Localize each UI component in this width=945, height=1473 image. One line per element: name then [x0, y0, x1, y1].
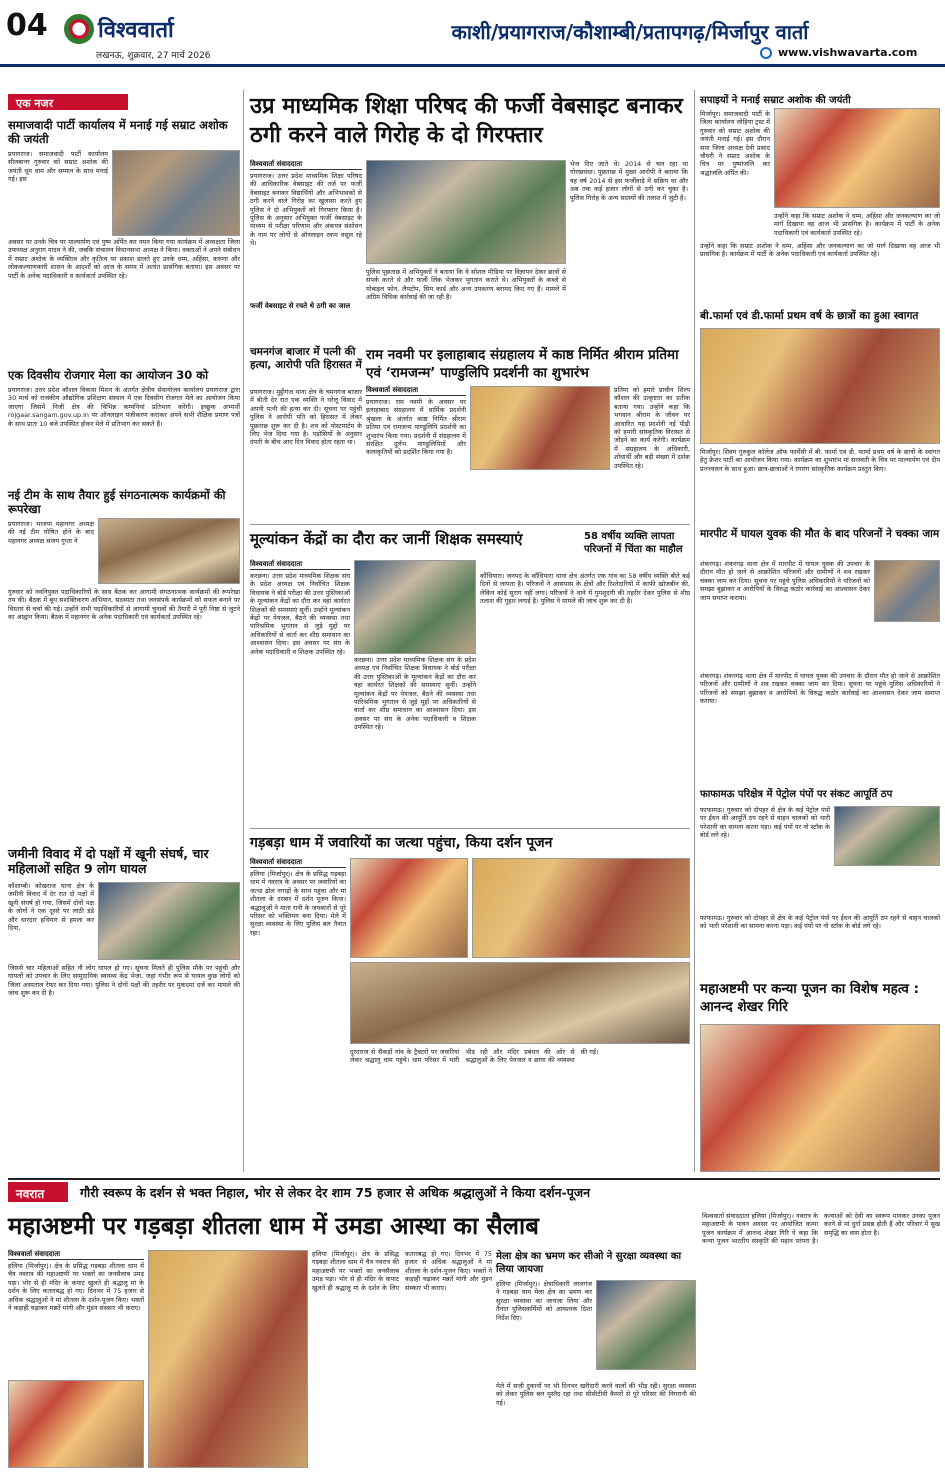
story-photo: [112, 150, 240, 236]
page-number: 04: [6, 8, 48, 43]
lead-body: पुलिस पूछताछ में अभियुक्तों ने बताया कि वे सोशल मीडिया पर विज्ञापन देकर छात्रों से संपर्क करते थे और फर्जी लिंक भेजकर भुगतान कराते थे। अभियुक्तों के कब्जे से मोबाइल फोन, लैपटॉप, सिम कार्ड और अन्य उपकरण बरामद किए गए हैं। मामले में अग्रिम विधिक कार्रवाई की जा रही है।: [366, 268, 566, 302]
byline: विश्ववार्ता संवाददाता: [8, 1250, 144, 1260]
story-body: दूरदराज से सैकड़ों गांव के ट्रैक्टरों पर जवारियां लेकर श्रद्धालु धाम पहुंचे। धाम परिसर में भारी भीड़ रही और मंदिर प्रबंधन की ओर से श्रद्धालुओं के लिए पेयजल व छाया की व्यवस्था की गई।: [350, 1048, 599, 1065]
story-photo: [98, 882, 240, 960]
story-photo: [834, 806, 940, 866]
strapline: गौरी स्वरूप के दर्शन से भक्त निहाल, भोर से लेकर देर शाम 75 हजार से अधिक श्रद्धालुओं ने किया दर्शन-पूजन: [80, 1185, 591, 1200]
story-photo: [596, 1280, 696, 1370]
story-headline: बी.फार्मा एवं डी.फार्मा प्रथम वर्ष के छात्रों का हुआ स्वागत: [700, 310, 919, 322]
story-headline: मारपीट में घायल युवक की मौत के बाद परिजनों ने चक्का जाम: [700, 528, 940, 540]
story-body: हलिया (मिर्जापुर)। क्षेत्र के प्रसिद्ध गड़बड़ा धाम में नवरात्र के अवसर पर जवारियों का जत्था ढोल नगाड़ों के साथ पहुंचा और मां शीतला के दरबार में दर्शन पूजन किया। श्रद्धालुओं ने माता रानी के जयकारों से पूरे परिसर को भक्तिमय बना दिया। मेले में सुरक्षा व्यवस्था के लिए पुलिस बल तैनात रहा।: [250, 870, 346, 937]
navratra-headline: महाअष्टमी पर गड़बड़ा शीतला धाम में उमडा आस्था का सैलाब: [8, 1212, 539, 1240]
portrait-photo: [874, 560, 940, 622]
story-body: शंकरगढ़। शंकरगढ़ थाना क्षेत्र में मारपीट में घायल युवक की उपचार के दौरान मौत हो जाने से आक्रोशित परिजनों और ग्रामीणों ने शव रखकर चक्का जाम कर दिया। सूचना पर पहुंचे पुलिस अधिकारियों ने परिजनों को समझा बुझाकर व आरोपियों के विरुद्ध कठोर कार्रवाई का आश्वासन देकर जाम समाप्त कराया।: [700, 672, 940, 706]
story-body: फाफामऊ। गुरुवार को दोपहर से क्षेत्र के कई पेट्रोल पंपों पर ईंधन की आपूर्ति ठप रहने से वाहन चालकों को भारी परेशानी का सामना करना पड़ा। कई पंपों पर नो स्टॉक के बोर्ड लगे रहे।: [700, 806, 830, 840]
byline: विश्ववार्ता संवाददाता: [250, 858, 346, 868]
masthead: [0, 0, 945, 66]
story-body: फाफामऊ। गुरुवार को दोपहर से क्षेत्र के कई पेट्रोल पंपों पर ईंधन की आपूर्ति ठप रहने से वाहन चालकों को भारी परेशानी का सामना करना पड़ा। कई पंपों पर नो स्टॉक के बोर्ड लगे रहे।: [700, 914, 940, 931]
globe-icon: [760, 47, 772, 59]
story-body: कौंधियारा। जनपद के कौंधियारा थाना क्षेत्र अंतर्गत एक गांव का 58 वर्षीय व्यक्ति बीते कई दिनों से लापता है। परिजनों ने आसपास के क्षेत्रों और रिश्तेदारियों में काफी खोजबीन की, लेकिन कोई सुराग नहीं लगा। परिजनों ने थाने में गुमशुदगी की तहरीर देकर पुलिस से शीघ्र तलाश की गुहार लगाई है। पुलिस ने मामले की जांच शुरू कर दी है।: [480, 572, 690, 606]
byline: विश्ववार्ता संवाददाता: [250, 560, 350, 570]
lead-photo: [366, 160, 566, 264]
story-body: करछना। उत्तर प्रदेश माध्यमिक शिक्षक संघ के प्रदेश अध्यक्ष एवं निर्वाचित शिक्षक विधायक ने बोर्ड परीक्षा की उत्तर पुस्तिकाओं के मूल्यांकन केंद्रों का दौरा कर वहां कार्यरत शिक्षकों की समस्याएं सुनीं। उन्होंने मूल्यांकन केंद्रों पर पेयजल, बैठने की व्यवस्था तथा पारिश्रमिक भुगतान से जुड़े मुद्दों पर अधिकारियों से वार्ता कर शीघ्र समाधान का आश्वासन दिया। इस अवसर पर संघ के अनेक पदाधिकारी व शिक्षक उपस्थित रहे।: [250, 572, 350, 656]
story-photo: [148, 1250, 308, 1468]
website-link[interactable]: www.vishwavarta.com: [778, 46, 918, 59]
story-body: गुरुवार को नवनियुक्त पदाधिकारियों के साथ बैठक कर आगामी संगठनात्मक कार्यक्रमों की रूपरेखा तय की। बैठक में बूथ सशक्तिकरण अभियान, सदस्यता तथा जनसंपर्क कार्यक्रमों को सफल बनाने पर विस्तार से चर्चा की गई। उन्होंने सभी पदाधिकारियों से आगामी चुनावों की तैयारी में पूरी निष्ठा से जुटने का आह्वान किया। बैठक में महानगर के अनेक पदाधिकारी एवं कार्यकर्ता उपस्थित रहे।: [8, 588, 240, 622]
section-tag: नवरात: [8, 1182, 68, 1202]
story-intro: कौशाम्बी। कोखराज थाना क्षेत्र के जमीनी विवाद में देर रात दो पक्षों में खूनी संघर्ष हो गया, जिसमें दोनों पक्ष के लोगों ने एक दूसरे पर लाठी डंडे और धारदार हथियार से हमला कर दिया,: [8, 882, 94, 933]
story-body: उन्होंने कहा कि सम्राट अशोक ने धम्म, अहिंसा और जनकल्याण का जो मार्ग दिखाया वह आज भी प्रासंगिक है। कार्यक्रम में पार्टी के अनेक पदाधिकारी एवं कार्यकर्ता उपस्थित रहे।: [774, 212, 940, 237]
story-photo: [700, 328, 940, 444]
story-headline: एक दिवसीय रोजगार मेला का आयोजन 30 को: [8, 368, 209, 382]
story-photo: [354, 560, 476, 654]
story-photo: [8, 1380, 144, 1468]
story-body: प्रतिमा को हमारे प्राचीन शिल्प कौशल की उत्कृष्टता का प्रतीक बताया गया। उन्होंने कहा कि भगवान श्रीराम के जीवन पर आधारित यह प्रदर्शनी नई पीढ़ी को हमारी सांस्कृतिक विरासत से जोड़ने का कार्य करेगी। कार्यक्रम में संग्रहालय के अधिकारी, शोधार्थी और बड़ी संख्या में दर्शक उपस्थित रहे।: [614, 386, 690, 470]
story-headline: मूल्यांकन केंद्रों का दौरा कर जानीं शिक्षक समस्याएं: [250, 530, 523, 548]
story-headline: राम नवमी पर इलाहाबाद संग्रहालय में काष्ठ निर्मित श्रीराम प्रतिमा एवं ‘रामजन्म’ पाण्डुलिपि प्रदर्शनी का शुभारंभ: [366, 347, 679, 381]
story-photo: [774, 108, 940, 208]
byline: विश्ववार्ता संवाददाता: [250, 160, 362, 170]
story-body: प्रयागराज। मुट्ठीगंज थाना क्षेत्र के चमनगंज बाजार में बीती देर रात एक व्यक्ति ने घरेलू विवाद में अपनी पत्नी की हत्या कर दी। सूचना पर पहुंची पुलिस ने आरोपी पति को हिरासत में लेकर पूछताछ शुरू कर दी है। शव को पोस्टमार्टम के लिए भेज दिया गया है। पड़ोसियों के अनुसार दंपती के बीच आए दिन विवाद होता रहता था।: [250, 388, 362, 447]
story-photo: [98, 518, 240, 584]
subhead: फर्जी वेबसाइट से रचते थे ठगी का जाल: [250, 302, 351, 310]
dateline: लखनऊ, शुक्रवार, 27 मार्च 2026: [96, 51, 211, 61]
story-headline: फाफामऊ परिक्षेत्र में पेट्रोल पंपों पर संकट आपूर्ति ठप: [700, 789, 893, 800]
story-intro: मिर्जापुर। समाजवादी पार्टी के जिला कार्यालय लोहिया ट्रस्ट में गुरुवार को सम्राट अशोक की जयंती मनाई गई। इस दौरान सपा जिला अध्यक्ष देवी प्रसाद चौधरी ने सम्राट अशोक के चित्र पर पुष्पांजलि कर श्रद्धांजलि अर्पित की।: [700, 110, 770, 177]
byline: विश्ववार्ता संवाददाता: [366, 386, 466, 396]
story-body: हलिया (मिर्जापुर)। क्षेत्र के प्रसिद्ध गड़बड़ा शीतला धाम में चैत्र नवरात्र की महाअष्टमी पर भक्तों का जनसैलाब उमड़ पड़ा। भोर से ही मंदिर के कपाट खुलते ही श्रद्धालु मां के दर्शन के लिए कतारबद्ध हो गए। दिनभर में 75 हजार से अधिक श्रद्धालुओं ने मां शीतला के दर्शन-पूजन किए। भक्तों ने कड़ाही चढ़ाकर मन्नतें मांगी और मुंडन संस्कार भी कराए।: [8, 1262, 144, 1313]
story-body: मेले में सजी दुकानों पर भी दिनभर खरीदारी करने वालों की भीड़ रही। सुरक्षा व्यवस्था को लेकर पुलिस बल मुस्तैद रहा तथा सीसीटीवी कैमरों से पूरे परिसर की निगरानी की गई।: [496, 1382, 696, 1407]
story-body: प्रयागराज। राम नवमी के अवसर पर इलाहाबाद संग्रहालय में धार्मिक प्रदर्शनी श्रृंखला के अंतर्गत काष्ठ निर्मित श्रीराम प्रतिमा एवं रामजन्म पाण्डुलिपि प्रदर्शनी का शुभारंभ किया गया। प्रदर्शनी में संग्रहालय में संरक्षित दुर्लभ पाण्डुलिपियों और कलाकृतियों को प्रदर्शित किया गया है।: [366, 398, 466, 457]
lead-text: प्रयागराज। उत्तर प्रदेश माध्यमिक शिक्षा परिषद की आधिकारिक वेबसाइट की तर्ज पर फर्जी वेबसाइट बनाकर विद्यार्थियों और अभिभावकों से ठगी करने वाले गिरोह का खुलासा करते हुए पुलिस ने दो अभियुक्तों को गिरफ्तार किया है। पुलिस के अनुसार अभियुक्त फर्जी वेबसाइट के माध्यम से परीक्षा परिणाम और अंकपत्र संशोधन के नाम पर लोगों से ऑनलाइन रकम वसूल रहे थे।: [250, 172, 362, 248]
story-headline: गड़बड़ा धाम में जवारियों का जत्था पहुंचा, किया दर्शन पूजन: [250, 835, 553, 851]
story-body: मिर्जापुर। शिवम गुरुकुल कॉलेज ऑफ फार्मेसी में बी. फार्मा एवं डी. फार्मा प्रथम वर्ष के छात्रों के स्वागत हेतु फ्रेशर पार्टी का आयोजन किया गया। कार्यक्रम का शुभारंभ मां सरस्वती के चित्र पर माल्यार्पण एवं दीप प्रज्ज्वलन के साथ हुआ। छात्र-छात्राओं ने रंगारंग सांस्कृतिक कार्यक्रम प्रस्तुत किए।: [700, 448, 940, 473]
story-body: हलिया (मिर्जापुर)। क्षेत्राधिकारी लालगंज ने गड़बड़ा धाम मेला क्षेत्र का भ्रमण कर सुरक्षा व्यवस्था का जायजा लिया और तैनात पुलिसकर्मियों को आवश्यक दिशा निर्देश दिए।: [496, 1280, 592, 1322]
story-headline: जमीनी विवाद में दो पक्षों में खूनी संघर्ष, चार महिलाओं सहित 9 लोग घायल: [8, 846, 209, 876]
section-tag: एक नजर: [8, 94, 128, 110]
story-headline: मेला क्षेत्र का भ्रमण कर सीओ ने सुरक्षा व्यवस्था का लिया जायजा: [496, 1251, 682, 1275]
story-body: हलिया (मिर्जापुर)। क्षेत्र के प्रसिद्ध गड़बड़ा शीतला धाम में चैत्र नवरात्र की महाअष्टमी पर भक्तों का जनसैलाब उमड़ पड़ा। भोर से ही मंदिर के कपाट खुलते ही श्रद्धालु मां के दर्शन के लिए कतारबद्ध हो गए। दिनभर में 75 हजार से अधिक श्रद्धालुओं ने मां शीतला के दर्शन-पूजन किए। भक्तों ने कड़ाही चढ़ाकर मन्नतें मांगी और मुंडन संस्कार भी कराए।: [312, 1250, 492, 1292]
story-photo: [350, 962, 690, 1044]
story-headline: सपाइयों ने मनाई सम्राट अशोक की जयंती: [700, 95, 851, 106]
story-photo: [700, 1024, 940, 1172]
story-body: प्रयागराज। उत्तर प्रदेश कौशल विकास मिशन के अंतर्गत क्षेत्रीय सेवायोजन कार्यालय प्रयागराज द्वारा 30 मार्च को राजकीय औद्योगिक प्रशिक्षण संस्थान में एक दिवसीय रोजगार मेले का आयोजन किया जाएगा जिसमें निजी क्षेत्र की विभिन्न कम्पनियां प्रतिभाग करेंगी। इच्छुक अभ्यर्थी rojgaar.sangam.gov.up.in पर ऑनलाइन पंजीकरण कराकर अपने सभी शैक्षिक प्रमाण पत्रों के साथ प्रातः 10 बजे उपस्थित होकर मेले में प्रतिभाग कर सकते हैं।: [8, 386, 240, 428]
story-body: जिससे चार महिलाओं सहित नौ लोग घायल हो गए। सूचना मिलते ही पुलिस मौके पर पहुंची और घायलों को उपचार के लिए सामुदायिक स्वास्थ्य केंद्र भेजा, जहां गंभीर रूप से घायल कुछ लोगों को जिला अस्पताल रेफर कर दिया गया। पुलिस ने दोनों पक्षों की तहरीर पर मुकदमा दर्ज कर मामले की जांच शुरू कर दी है।: [8, 964, 240, 998]
story-photo: [470, 386, 610, 470]
story-intro: प्रयागराज। भाजपा महानगर अध्यक्ष की नई टीम घोषित होने के बाद महानगर अध्यक्ष संजय गुप्ता ने: [8, 520, 94, 545]
story-body: शंकरगढ़। शंकरगढ़ थाना क्षेत्र में मारपीट में घायल युवक की उपचार के दौरान मौत हो जाने से आक्रोशित परिजनों और ग्रामीणों ने शव रखकर चक्का जाम कर दिया। सूचना पर पहुंचे पुलिस अधिकारियों ने परिजनों को समझा बुझाकर व आरोपियों के विरुद्ध कठोर कार्रवाई का आश्वासन देकर जाम समाप्त कराया।: [700, 560, 870, 602]
story-photo: [350, 858, 468, 958]
lead-right-col: भेज दिए जाते थे। 2014 से चल रहा था गोरखधंधा। पूछताछ में मुख्य आरोपी ने बताया कि वह वर्ष 2014 से इस फर्जीवाड़े में सक्रिय था और अब तक कई हजार लोगों से ठगी कर चुका है। पुलिस गिरोह के अन्य सदस्यों की तलाश में जुटी है।: [570, 160, 688, 202]
lead-headline: उप्र माध्यमिक शिक्षा परिषद की फर्जी वेबसाइट बनाकर ठगी करने वाले गिरोह के दो गिरफ्तार: [250, 94, 683, 148]
story-headline: महाअष्टमी पर कन्या पूजन का विशेष महत्व : आनन्द शेखर गिरि: [700, 981, 920, 1015]
story-headline: समाजवादी पार्टी कार्यालय में मनाई गई सम्राट अशोक की जयंती: [8, 118, 228, 146]
story-intro: प्रयागराज। समाजवादी पार्टी कार्यालय सीलबानर गुरुवार को सम्राट अशोक की जयंती धूम धाम और सम्मान के साथ मनाई गई। इस: [8, 150, 108, 184]
story-body: अवसर पर उनके चित्र पर माल्यार्पण एवं पुष्प अर्पित कर नमन किया गया कार्यक्रम में अध्यक्षता जिला उपाध्यक्ष अनुराग यादव ने की, जबकि संचालन विधानसभा अध्यक्ष ने किया। वक्ताओं ने अपने संबोधन में सम्राट अशोक के व्यक्तित्व और कृतित्व पर प्रकाश डालते हुए उनके धम्म, अहिंसा, करुणा और लोककल्याणकारी शासन के आदर्शों को आज के समय में अत्यंत प्रासंगिक बताया। इस अवसर पर पार्टी के अनेक पदाधिकारी व कार्यकर्ता उपस्थित रहे।: [8, 238, 240, 280]
story-body: उन्होंने कहा कि सम्राट अशोक ने धम्म, अहिंसा और जनकल्याण का जो मार्ग दिखाया वह आज भी प्रासंगिक है। कार्यक्रम में पार्टी के अनेक पदाधिकारी एवं कार्यकर्ता उपस्थित रहे।: [700, 242, 940, 259]
story-headline: चमनगंज बाजार में पत्नी की हत्या, आरोपी पति हिरासत में: [250, 346, 362, 371]
brand-name: विश्ववार्ता: [98, 18, 174, 43]
story-headline: 58 वर्षीय व्यक्ति लापता परिजनों में चिंता का माहौल: [584, 531, 683, 555]
story-body: करछना। उत्तर प्रदेश माध्यमिक शिक्षक संघ के प्रदेश अध्यक्ष एवं निर्वाचित शिक्षक विधायक ने बोर्ड परीक्षा की उत्तर पुस्तिकाओं के मूल्यांकन केंद्रों का दौरा कर वहां कार्यरत शिक्षकों की समस्याएं सुनीं। उन्होंने मूल्यांकन केंद्रों पर पेयजल, बैठने की व्यवस्था तथा पारिश्रमिक भुगतान से जुड़े मुद्दों पर अधिकारियों से वार्ता कर शीघ्र समाधान का आश्वासन दिया। इस अवसर पर संघ के अनेक पदाधिकारी व शिक्षक उपस्थित रहे।: [354, 656, 476, 732]
story-body: विश्ववार्ता संवाददाता हलिया (मिर्जापुर)। नवरात्र के महाअष्टमी के पावन अवसर पर आयोजित कन्या पूजन कार्यक्रम में आनन्द शेखर गिरि ने कहा कि कन्या पूजन भारतीय संस्कृति की महान परंपरा है। कन्याओं को देवी का स्वरूप मानकर उनका पूजन करने से मां दुर्गा प्रसन्न होती हैं और परिवार में सुख समृद्धि का वास होता है।: [702, 1212, 940, 1246]
story-headline: नई टीम के साथ तैयार हुई संगठनात्मक कार्यक्रमों की रूपरेखा: [8, 488, 226, 516]
brand-logo-icon: [64, 14, 94, 44]
story-photo: [472, 858, 690, 958]
section-title: काशी/प्रयागराज/कौशाम्बी/प्रतापगढ़/मिर्जापुर वार्ता: [451, 20, 809, 44]
